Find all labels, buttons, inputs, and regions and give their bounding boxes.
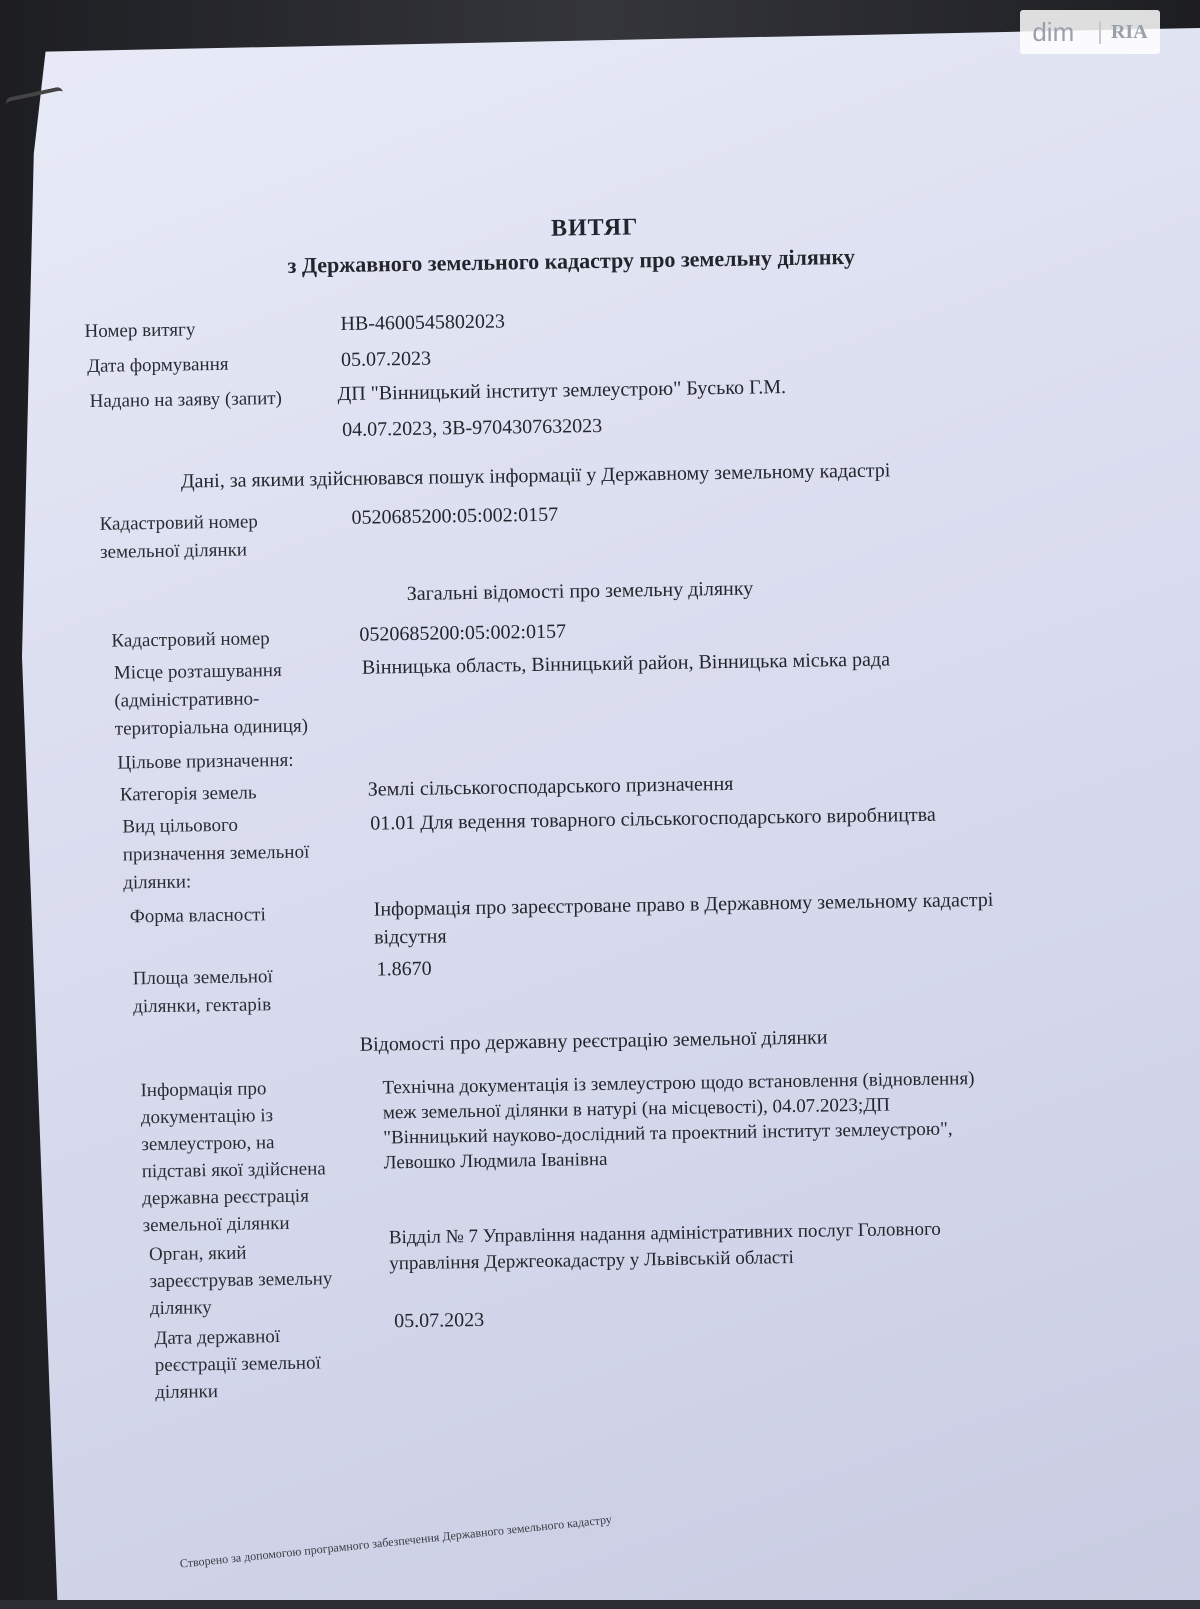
category-value: Землі сільськогосподарського призначення bbox=[367, 772, 734, 801]
use-label-3: ділянки: bbox=[123, 871, 192, 894]
search-cadastral-label-1: Кадастровий номер bbox=[99, 511, 259, 535]
request-value-line1: ДП "Вінницький інститут землеустрою" Бусько Г.М. bbox=[337, 376, 787, 406]
extract-number-label: Номер витягу bbox=[84, 319, 196, 343]
request-value-line2: 04.07.2023, ЗВ-9704307632023 bbox=[341, 414, 603, 442]
doc-label-line: землеустрою, на bbox=[141, 1132, 275, 1156]
doc-value-line: меж земельної ділянки в натурі (на місцевості), 04.07.2023;ДП bbox=[382, 1094, 891, 1124]
area-label-1: Площа земельної bbox=[132, 966, 273, 990]
general-cadastral-value: 0520685200:05:002:0157 bbox=[359, 620, 567, 646]
body-label-line: ділянку bbox=[149, 1297, 212, 1320]
doc-label-line: документацію із bbox=[140, 1105, 274, 1129]
doc-label-line: земельної ділянки bbox=[142, 1212, 290, 1237]
body-label bbox=[149, 1238, 333, 1322]
doc-label-line: Інформація про bbox=[140, 1078, 267, 1102]
ownership-value-1: Інформація про зареєстроване право в Державному земельному кадастрі bbox=[373, 888, 994, 921]
footer-note: Створено за допомогою програмного забезпечення Державного земельного кадастру bbox=[179, 1512, 613, 1571]
use-value: 01.01 Для ведення товарного сільськогосподарського виробництва bbox=[370, 803, 936, 835]
reg-date-label-line: Дата державної bbox=[154, 1326, 281, 1350]
reg-date-value: 05.07.2023 bbox=[393, 1308, 485, 1333]
document-title: ВИТЯГ bbox=[550, 214, 639, 242]
location-label-3: територіальна одиниця) bbox=[114, 715, 309, 740]
body-label-line: зареєстрував земельну bbox=[149, 1268, 333, 1293]
general-cadastral-label: Кадастровий номер bbox=[111, 628, 270, 652]
registration-heading: Відомості про державну реєстрацію земельної ділянки bbox=[359, 1026, 828, 1056]
body-value-line: Відділ № 7 Управління надання адміністративних послуг Головного bbox=[388, 1218, 941, 1249]
reg-date-label-line: реєстрації земельної bbox=[154, 1352, 321, 1377]
doc-label bbox=[140, 1074, 326, 1239]
doc-label-line: підставі якої здійснена bbox=[141, 1158, 326, 1183]
use-label-1: Вид цільового bbox=[122, 814, 239, 838]
reg-date-label-line: ділянки bbox=[155, 1381, 219, 1404]
body-label-line: Орган, який bbox=[148, 1242, 247, 1266]
watermark-dim: dim bbox=[1032, 16, 1075, 47]
purpose-label: Цільове призначення: bbox=[117, 749, 294, 774]
search-heading: Дані, за якими здійснювався пошук інформації у Державному земельному кадастрі bbox=[180, 459, 891, 493]
ownership-label: Форма власності bbox=[129, 904, 266, 928]
location-label-1: Місце розташування bbox=[113, 659, 282, 684]
extract-number-value: НВ-4600545802023 bbox=[340, 310, 506, 336]
doc-value-line: Левошко Людмила Іванівна bbox=[383, 1148, 608, 1174]
location-label-2: (адміністративно- bbox=[114, 688, 260, 712]
doc-label-line: державна реєстрація bbox=[142, 1185, 310, 1210]
document-subtitle: з Державного земельного кадастру про земельну ділянку bbox=[287, 243, 856, 278]
doc-value-line: "Вінницький науково-дослідний та проектний інститут землеустрою", bbox=[383, 1118, 953, 1149]
search-cadastral-label-2: земельної ділянки bbox=[99, 539, 248, 563]
doc-value-line: Технічна документація із землеустрою щодо встановлення (відновлення) bbox=[382, 1068, 975, 1099]
ownership-value-2: відсутня bbox=[373, 925, 447, 949]
request-label: Надано на заяву (запит) bbox=[89, 387, 283, 412]
search-cadastral-value: 0520685200:05:002:0157 bbox=[351, 503, 559, 529]
area-label-2: ділянки, гектарів bbox=[133, 994, 272, 1018]
general-heading: Загальні відомості про земельну ділянку bbox=[406, 577, 754, 606]
doc-value bbox=[382, 1066, 976, 1175]
use-label-2: призначення земельної bbox=[122, 841, 310, 866]
location-value: Вінницька область, Вінницький район, Вінницька міська рада bbox=[361, 648, 891, 679]
area-value: 1.8670 bbox=[376, 957, 432, 981]
body-value bbox=[389, 1217, 942, 1278]
date-value: 05.07.2023 bbox=[340, 347, 432, 372]
date-label: Дата формування bbox=[86, 353, 229, 378]
body-value-line: управління Держгеокадастру у Львівській області bbox=[389, 1247, 795, 1275]
watermark-ria: RIA bbox=[1099, 21, 1148, 44]
reg-date-label bbox=[154, 1322, 321, 1406]
category-label: Категорія земель bbox=[119, 782, 257, 806]
